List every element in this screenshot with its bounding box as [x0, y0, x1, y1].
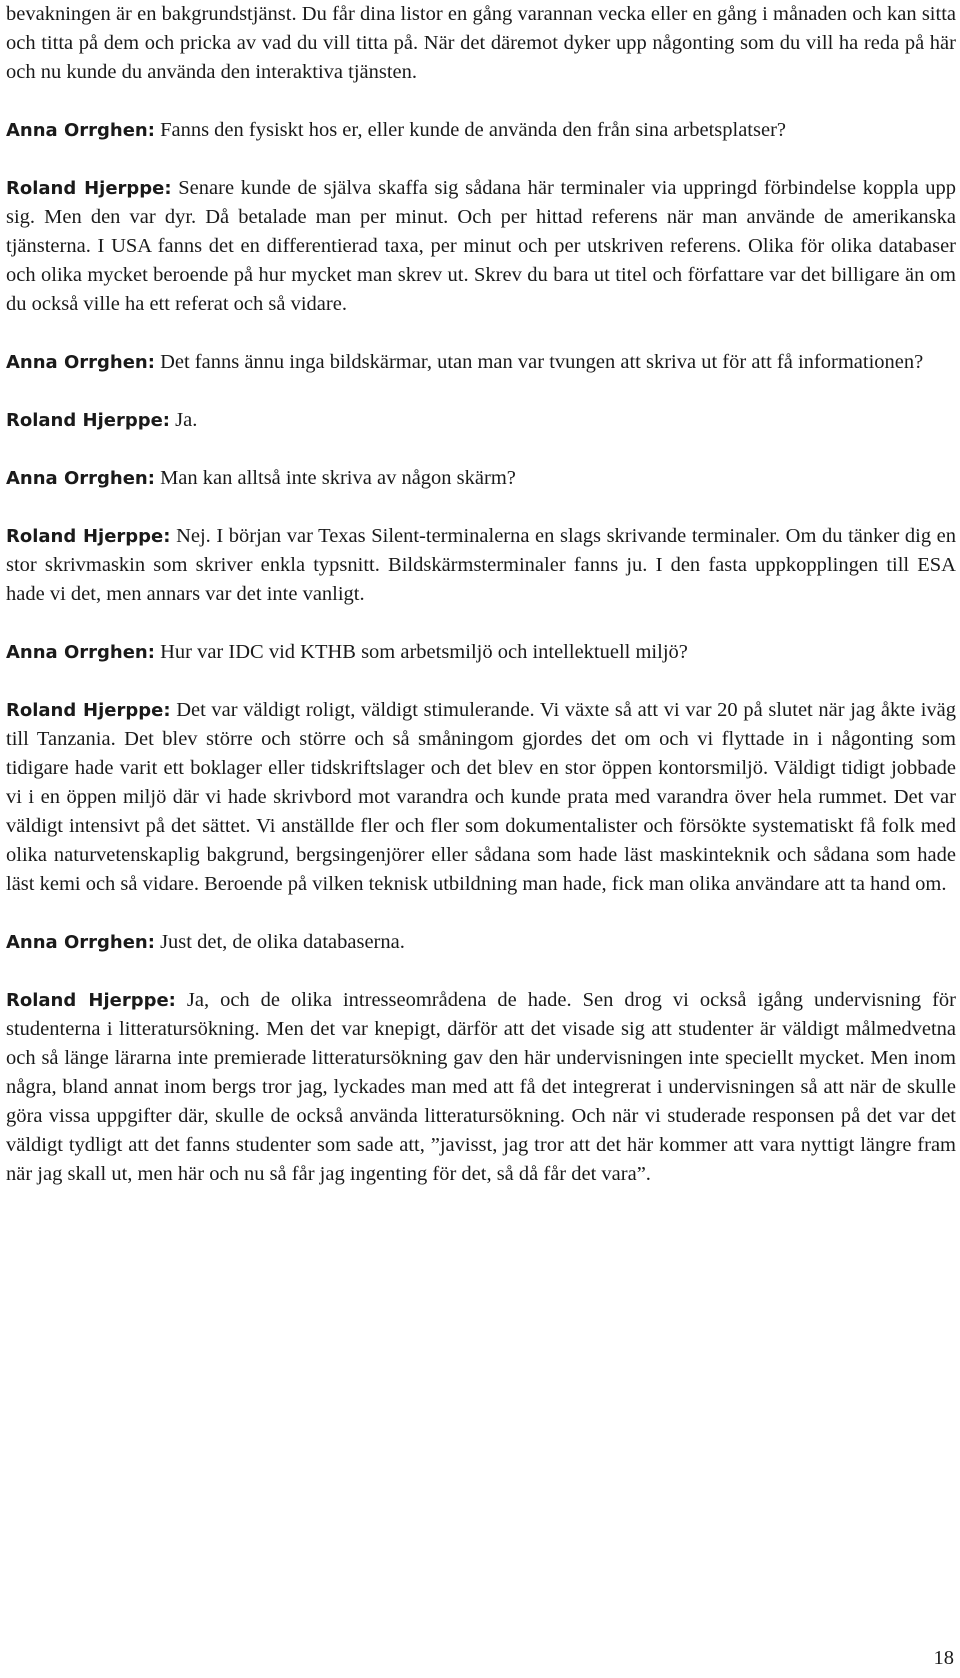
paragraph-question	[6, 348, 956, 377]
paragraph-text: Hur var IDC vid KTHB som arbetsmiljö och intellektuell miljö?	[160, 641, 688, 663]
paragraph-question	[6, 638, 956, 667]
speaker-label: Anna Orrghen:	[6, 642, 155, 663]
paragraph-text: Just det, de olika databaserna.	[160, 931, 405, 953]
speaker-label: Anna Orrghen:	[6, 468, 155, 489]
paragraph-question	[6, 116, 956, 145]
paragraph-text: Det fanns ännu inga bildskärmar, utan man var tvungen att skriva ut för att få informationen?	[160, 351, 924, 373]
paragraph-text: Fanns den fysiskt hos er, eller kunde de använda den från sina arbetsplatser?	[160, 119, 787, 141]
speaker-label: Anna Orrghen:	[6, 932, 155, 953]
paragraph-intro	[6, 0, 956, 87]
speaker-label: Roland Hjerppe:	[6, 990, 176, 1011]
speaker-label: Anna Orrghen:	[6, 352, 155, 373]
paragraph-text: Ja.	[175, 409, 198, 431]
speaker-label: Roland Hjerppe:	[6, 526, 171, 547]
paragraph-answer	[6, 986, 956, 1189]
paragraph-text: Senare kunde de själva skaffa sig sådana här terminaler via uppringd förbindelse koppla upp sig. Men den var dyr. Då betalade man per minut. Och per hittad referens när man använde de amerikanska tjänsterna. I USA fanns det en differentierad taxa, per minut och per utskriven referens. Olika för olika databaser och olika mycket beroende på hur mycket man skrev ut. Skrev du bara ut titel och författare var det billigare än om du också ville ha ett referat och så vidare.	[6, 177, 956, 315]
paragraph-text: Ja, och de olika intresseområdena de hade. Sen drog vi också igång undervisning för studenterna i litteratursökning. Men det var knepigt, därför att det visade sig att studenter är väldigt målmedvetna och så länge lärarna inte premierade litteratursökning gav den här undervisningen inte speciellt mycket. Men inom några, bland annat inom bergs tror jag, lyckades man med att få det integrerat i undervisningen så att när de skulle göra vissa uppgifter där, skulle de också använda litteratursökning. Och när vi studerade responsen på det var det väldigt tydligt att det fanns studenter som sade att, ”javisst, jag tror att det här kommer att vara nyttigt längre fram när jag skall ut, men här och nu så får jag ingenting för det, så då får det vara”.	[6, 989, 956, 1185]
speaker-label: Roland Hjerppe:	[6, 178, 172, 199]
paragraph-question	[6, 928, 956, 957]
paragraph-answer	[6, 522, 956, 609]
page-number: 18	[933, 1647, 954, 1669]
paragraph-answer	[6, 406, 956, 435]
speaker-label: Roland Hjerppe:	[6, 410, 171, 431]
speaker-label: Anna Orrghen:	[6, 120, 155, 141]
paragraph-text: Det var väldigt roligt, väldigt stimulerande. Vi växte så att vi var 20 på slutet när jag åkte iväg till Tanzania. Det blev större och större och så småningom gjordes det om och vi flyttade in i någonting som tidigare hade varit ett boklager eller tidskriftslager och det blev en stor öppen kontorsmiljö. Väldigt tidigt jobbade vi i en öppen miljö där vi hade skrivbord mot varandra och kunde prata med varandra över hela rummet. Det var väldigt intensivt på det sättet. Vi anställde fler och fler som dokumentalister och försökte systematiskt få folk med olika naturvetenskaplig bakgrund, bergsingenjörer eller sådana som hade läst maskinteknik och sådana som hade läst kemi och så vidare. Beroende på vilken teknisk utbildning man hade, fick man olika användare att ta hand om.	[6, 699, 956, 895]
paragraph-answer	[6, 696, 956, 899]
document-body	[6, 0, 956, 1189]
paragraph-question	[6, 464, 956, 493]
paragraph-text: Nej. I början var Texas Silent-terminalerna en slags skrivande terminaler. Om du tänker dig en stor skrivmaskin som skriver enkla typsnitt. Bildskärmsterminaler fanns ju. I den fasta uppkopplingen till ESA hade vi det, men annars var det inte vanligt.	[6, 525, 956, 605]
speaker-label: Roland Hjerppe:	[6, 700, 171, 721]
paragraph-answer	[6, 174, 956, 319]
paragraph-text: bevakningen är en bakgrundstjänst. Du får dina listor en gång varannan vecka eller en gång i månaden och kan sitta och titta på dem och pricka av vad du vill titta på. När det däremot dyker upp någonting som du vill ha reda på här och nu kunde du använda den interaktiva tjänsten.	[6, 3, 956, 83]
paragraph-text: Man kan alltså inte skriva av någon skärm?	[160, 467, 516, 489]
